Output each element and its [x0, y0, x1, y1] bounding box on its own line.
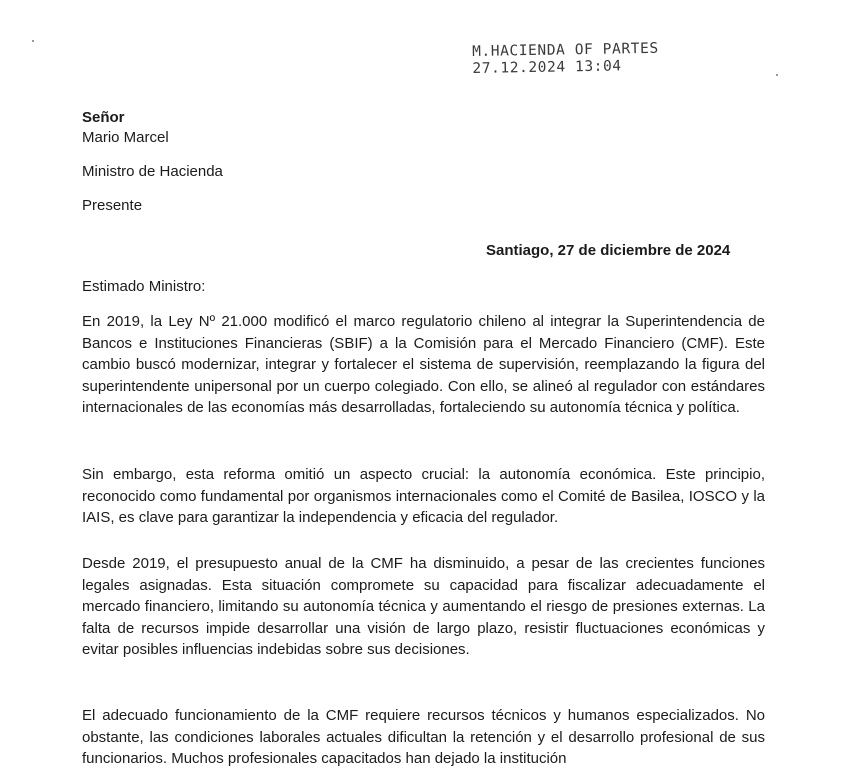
place-and-date: Santiago, 27 de diciembre de 2024	[486, 242, 731, 259]
recipient-position: Ministro de Hacienda	[82, 163, 223, 180]
stamp-office-line: M.HACIENDA OF PARTES	[472, 40, 659, 60]
salutation: Estimado Ministro:	[82, 278, 206, 295]
recipient-block	[82, 108, 223, 216]
recipient-title: Señor	[82, 109, 125, 126]
body-paragraph: En 2019, la Ley Nº 21.000 modificó el marco regulatorio chileno al integrar la Superintendencia de Bancos e Instituciones Financieras (SBIF) a la Comisión para el Mercado Financiero (CMF). Este cambio buscó modernizar, integrar y fortalecer el sistema de supervisión, reemplazando la figura del superintendente unipersonal por un cuerpo colegiado. Con ello, se alineó al regulador con estándares internacionales de las economías más desarrolladas, fortaleciendo su autonomía técnica y política.	[82, 313, 765, 416]
recipient-presente: Presente	[82, 197, 143, 214]
body-paragraph: Desde 2019, el presupuesto anual de la CMF ha disminuido, a pesar de las crecientes funciones legales asignadas. Esta situación compromete su capacidad para fiscalizar adecuadamente el mercado financiero, limitando su autonomía técnica y aumentando el riesgo de presiones externas. La falta de recursos impide desarrollar una visión de largo plazo, resistir fluctuaciones económicas y evitar posibles influencias indebidas sobre sus decisiones.	[82, 555, 765, 658]
scan-speck	[776, 74, 778, 76]
stamp-datetime-line: 27.12.2024 13:04	[472, 58, 622, 77]
office-receipt-stamp	[472, 41, 659, 78]
scan-speck	[32, 40, 34, 42]
body-paragraph: El adecuado funcionamiento de la CMF requiere recursos técnicos y humanos especializados. No obstante, las condiciones laborales actuales dificultan la retención y el desarrollo profesional de sus funcionarios. Muchos profesionales capacitados han dejado la institución	[82, 707, 765, 767]
recipient-name: Mario Marcel	[82, 129, 169, 146]
body-paragraph: Sin embargo, esta reforma omitió un aspecto crucial: la autonomía económica. Este principio, reconocido como fundamental por organismos internacionales como el Comité de Basilea, IOSCO y la IAIS, es clave para garantizar la independencia y eficacia del regulador.	[82, 466, 765, 526]
